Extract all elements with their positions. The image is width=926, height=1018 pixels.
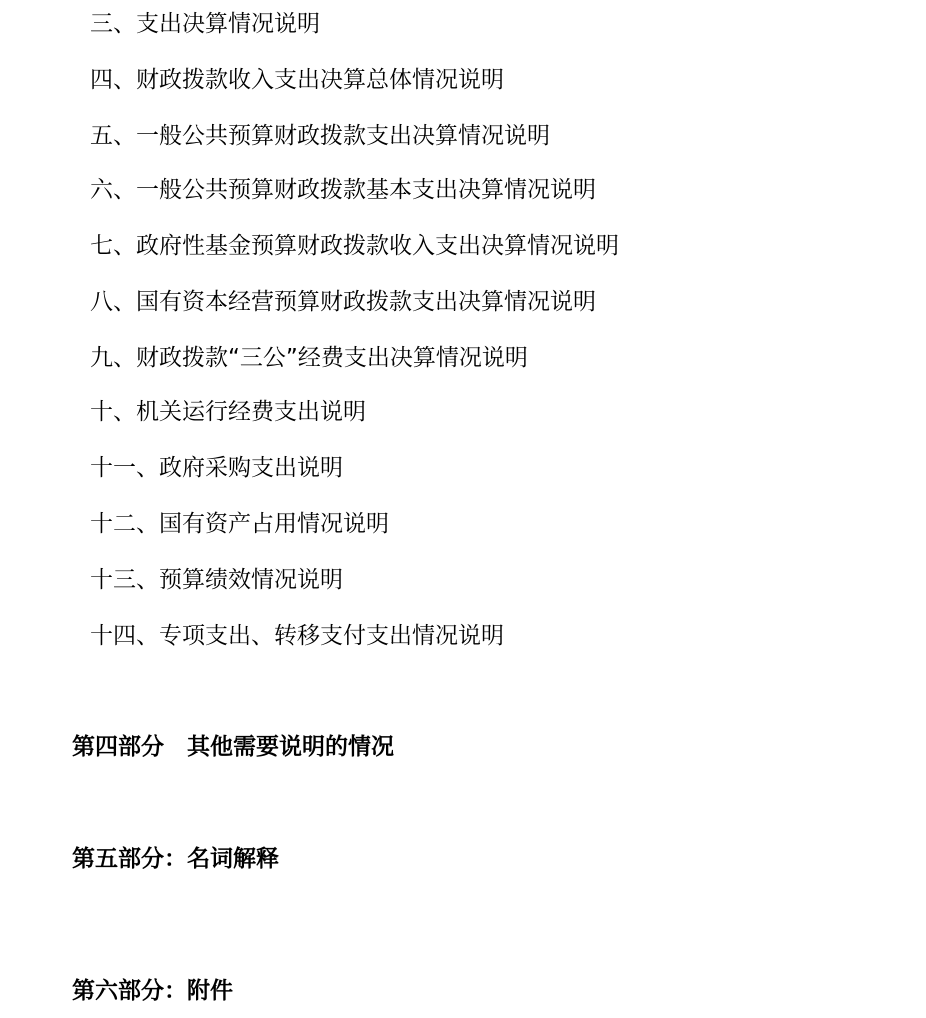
- toc-item-7: 七、政府性基金预算财政拨款收入支出决算情况说明: [90, 233, 619, 259]
- part-six-heading: 第六部分：附件: [72, 978, 233, 1004]
- toc-item-11: 十一、政府采购支出说明: [90, 455, 343, 481]
- part-four-heading: 第四部分 其他需要说明的情况: [72, 734, 394, 760]
- part-five-heading: 第五部分：名词解释: [72, 846, 279, 872]
- toc-item-6: 六、一般公共预算财政拨款基本支出决算情况说明: [90, 177, 596, 203]
- toc-item-3: 三、支出决算情况说明: [90, 11, 320, 37]
- toc-item-14: 十四、专项支出、转移支付支出情况说明: [90, 623, 504, 649]
- toc-item-5: 五、一般公共预算财政拨款支出决算情况说明: [90, 123, 550, 149]
- toc-item-8: 八、国有资本经营预算财政拨款支出决算情况说明: [90, 289, 596, 315]
- toc-item-4: 四、财政拨款收入支出决算总体情况说明: [90, 67, 504, 93]
- toc-item-13: 十三、预算绩效情况说明: [90, 567, 343, 593]
- toc-item-10: 十、机关运行经费支出说明: [90, 399, 366, 425]
- toc-item-12: 十二、国有资产占用情况说明: [90, 511, 389, 537]
- toc-item-9: 九、财政拨款“三公”经费支出决算情况说明: [90, 345, 528, 371]
